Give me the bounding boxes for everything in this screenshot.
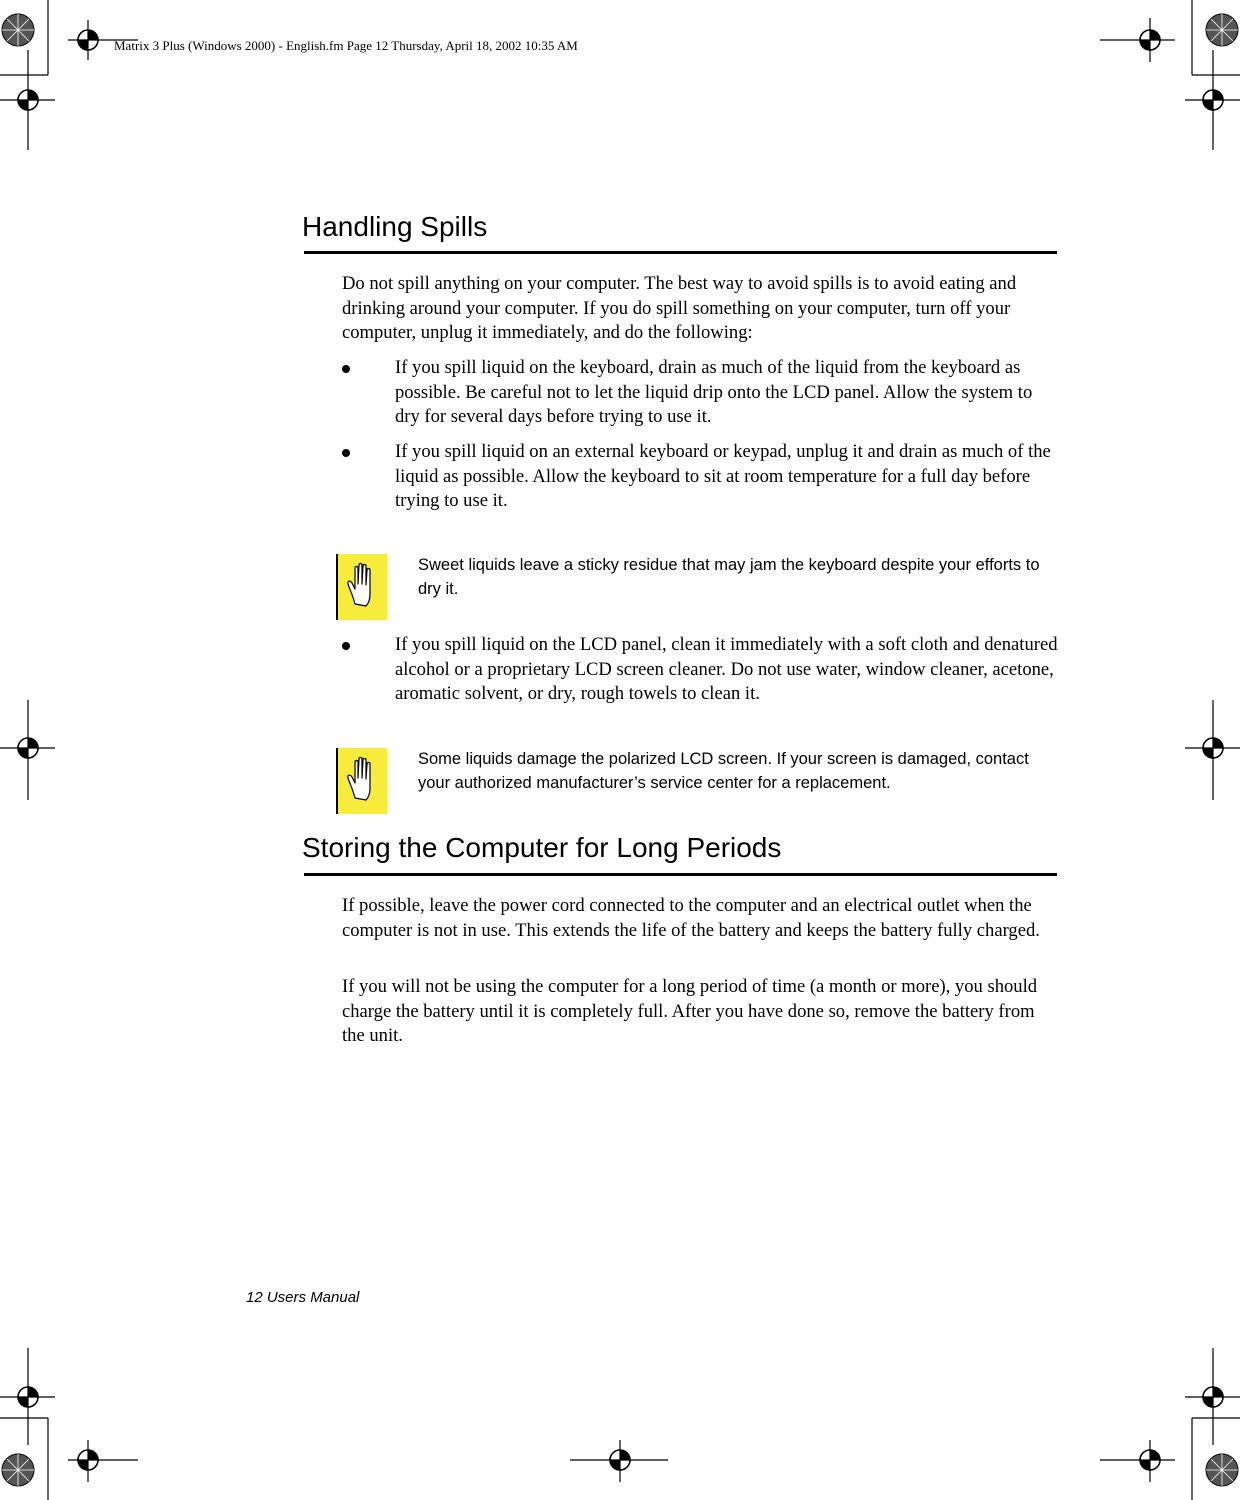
caution-note-sweet-liquids [336, 554, 1058, 601]
bullet-icon [342, 365, 350, 373]
intro-paragraph: Do not spill anything on your computer. The best way to avoid spills is to avoid eating and drinking around your computer. If you do spill something on your computer, turn off your computer, unplug it immediately, and do the following: [342, 273, 1017, 343]
file-header-line: Matrix 3 Plus (Windows 2000) - English.fm Page 12 Thursday, April 18, 2002 10:35 AM [114, 38, 578, 53]
storage-paragraph-1: If possible, leave the power cord connected to the computer and an electrical outlet when the computer is not in use. This extends the life of the battery and keeps the battery fully charged. [342, 895, 1040, 941]
heading-storing-computer: Storing the Computer for Long Periods [302, 832, 782, 863]
caution-hand-icon [336, 554, 387, 620]
bullet-text: If you spill liquid on an external keyboard or keypad, unplug it and drain as much of the liquid as possible. Allow the keyboard to sit at room temperature for a full day before trying to use it. [395, 441, 1051, 511]
bullet-icon [342, 642, 350, 650]
bullet-text: If you spill liquid on the keyboard, drain as much of the liquid from the keyboard as possible. Be careful not to let the liquid drip onto the LCD panel. Allow the system to dry for several days before trying to use it. [395, 357, 1033, 427]
caution-hand-icon [336, 748, 387, 814]
bullet-lcd-spill [342, 633, 1058, 707]
heading-rule [304, 251, 1057, 254]
caution-text: Some liquids damage the polarized LCD screen. If your screen is damaged, contact your authorized manufacturer’s service center for a replacement. [418, 750, 1029, 792]
page-footer: 12 Users Manual [246, 1289, 360, 1306]
caution-text: Sweet liquids leave a sticky residue that may jam the keyboard despite your efforts to dry it. [418, 556, 1040, 598]
bullet-keyboard-spill [342, 356, 1058, 430]
caution-note-lcd-damage [336, 748, 1058, 795]
bullet-text: If you spill liquid on the LCD panel, clean it immediately with a soft cloth and denatured alcohol or a proprietary LCD screen cleaner. Do not use water, window cleaner, acetone, aromatic solvent, or dry, rough towels to clean it. [395, 634, 1058, 704]
bullet-icon [342, 449, 350, 457]
storage-paragraph-2: If you will not be using the computer for a long period of time (a month or more), you should charge the battery until it is completely full. After you have done so, remove the battery from the unit. [342, 976, 1038, 1046]
heading-rule [304, 873, 1057, 876]
heading-handling-spills: Handling Spills [302, 211, 488, 242]
bullet-external-keyboard-spill [342, 440, 1058, 514]
